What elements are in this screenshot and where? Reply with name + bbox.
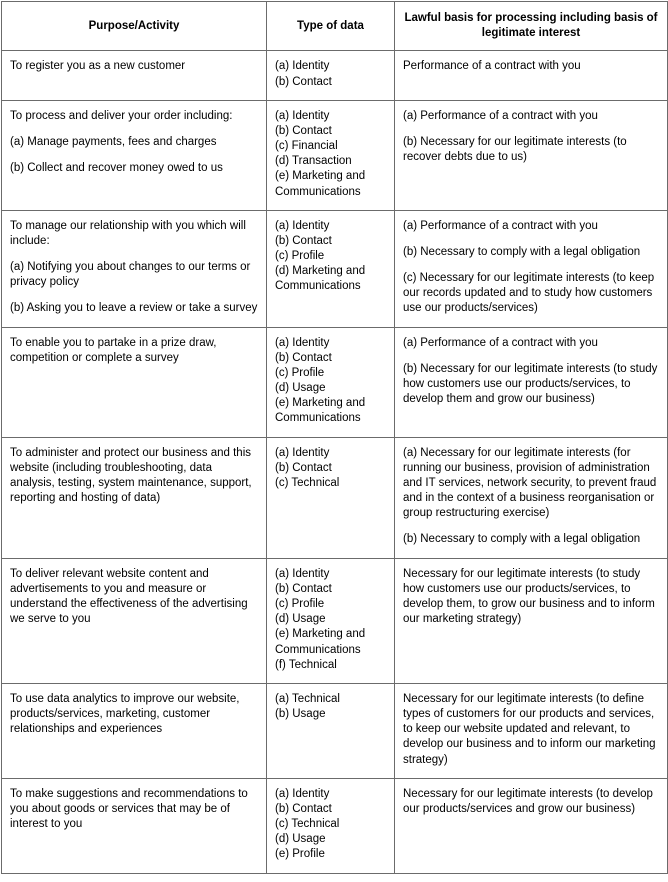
table-row (2, 210, 668, 327)
cell-type-of-data-line: (e) Profile (275, 848, 325, 861)
cell-purpose (2, 327, 267, 437)
cell-lawful-basis-line: (a) Performance of a contract with you (403, 336, 598, 349)
cell-lawful-basis-line: Necessary for our legitimate interests (to develop our products/services and grow our business) (403, 787, 653, 815)
cell-purpose (2, 683, 267, 778)
cell-purpose-line: To administer and protect our business and this website (including troubleshooting, data analysis, testing, system maintenance, support, reporting and hosting of data) (10, 446, 252, 505)
cell-type-of-data (267, 778, 395, 873)
cell-lawful-basis-line: (b) Necessary to comply with a legal obligation (403, 533, 641, 546)
cell-type-of-data-line: (f) Technical (275, 658, 337, 671)
cell-lawful-basis (395, 51, 668, 100)
cell-type-of-data-line: (c) Technical (275, 476, 340, 489)
table-row (2, 51, 668, 100)
cell-lawful-basis (395, 558, 668, 683)
table-header (2, 2, 668, 51)
purpose-activity-table (1, 1, 668, 874)
cell-lawful-basis (395, 327, 668, 437)
table-row (2, 437, 668, 558)
table-row (2, 100, 668, 210)
cell-type-of-data-line: (e) Marketing and Communications (275, 628, 366, 656)
cell-purpose-line: To use data analytics to improve our website, products/services, marketing, customer relationships and experiences (10, 692, 240, 736)
cell-type-of-data-line: (d) Usage (275, 613, 326, 626)
cell-purpose (2, 437, 267, 558)
table-row (2, 683, 668, 778)
cell-type-of-data-line: (d) Usage (275, 382, 326, 395)
table-row (2, 558, 668, 683)
cell-type-of-data-line: (a) Technical (275, 692, 340, 705)
cell-type-of-data-line: (d) Usage (275, 833, 326, 846)
cell-purpose (2, 778, 267, 873)
cell-lawful-basis-line: (a) Performance of a contract with you (403, 109, 598, 122)
cell-type-of-data-line: (c) Technical (275, 818, 340, 831)
table-row (2, 327, 668, 437)
cell-purpose (2, 558, 267, 683)
cell-type-of-data-line: (c) Profile (275, 597, 325, 610)
column-header-lawful-basis: Lawful basis for processing including basis of legitimate interest (395, 2, 668, 51)
cell-type-of-data-line: (d) Marketing and Communications (275, 265, 366, 293)
cell-lawful-basis-line: Necessary for our legitimate interests (to study how customers use our products/services, to develop them, to grow our business and to inform our marketing strategy) (403, 567, 655, 626)
column-header-type-of-data: Type of data (267, 2, 395, 51)
cell-purpose-line: To process and deliver your order including: (10, 109, 233, 122)
cell-lawful-basis (395, 437, 668, 558)
cell-type-of-data (267, 437, 395, 558)
cell-purpose-line: To enable you to partake in a prize draw, competition or complete a survey (10, 336, 217, 364)
cell-purpose-line: To make suggestions and recommendations to you about goods or services that may be of interest to you (10, 787, 248, 831)
table-row (2, 778, 668, 873)
cell-type-of-data-line: (b) Usage (275, 708, 326, 721)
cell-type-of-data-line: (b) Contact (275, 124, 332, 137)
cell-type-of-data-line: (a) Identity (275, 567, 330, 580)
cell-purpose-line: To manage our relationship with you which will include: (10, 219, 246, 247)
cell-type-of-data-line: (d) Transaction (275, 155, 352, 168)
cell-lawful-basis-line: Necessary for our legitimate interests (to define types of customers for our products and services, to keep our website updated and relevant, to develop our business and to inform our marketing strategy) (403, 692, 656, 766)
cell-type-of-data-line: (a) Identity (275, 60, 330, 73)
cell-type-of-data-line: (b) Contact (275, 351, 332, 364)
cell-type-of-data-line: (a) Identity (275, 109, 330, 122)
cell-type-of-data (267, 51, 395, 100)
cell-type-of-data-line: (c) Profile (275, 366, 325, 379)
cell-type-of-data-line: (b) Contact (275, 582, 332, 595)
cell-lawful-basis (395, 210, 668, 327)
cell-lawful-basis-line: (c) Necessary for our legitimate interests (to keep our records updated and to study how customers use our products/services) (403, 272, 655, 315)
cell-purpose-line: (a) Notifying you about changes to our terms or privacy policy (10, 261, 251, 289)
cell-type-of-data (267, 683, 395, 778)
cell-type-of-data (267, 100, 395, 210)
column-header-purpose: Purpose/Activity (2, 2, 267, 51)
cell-type-of-data (267, 327, 395, 437)
table-body (2, 51, 668, 873)
cell-lawful-basis-line: (b) Necessary to comply with a legal obligation (403, 245, 641, 258)
table-header-row (2, 2, 668, 51)
cell-lawful-basis (395, 100, 668, 210)
cell-type-of-data-line: (c) Profile (275, 250, 325, 263)
cell-type-of-data-line: (e) Marketing and Communications (275, 397, 366, 425)
cell-lawful-basis-line: (b) Necessary for our legitimate interests (to recover debts due to us) (403, 135, 627, 164)
cell-type-of-data-line: (b) Contact (275, 234, 332, 247)
cell-type-of-data-line: (c) Financial (275, 140, 338, 153)
document-page (0, 1, 668, 874)
cell-type-of-data (267, 210, 395, 327)
cell-purpose-line: (b) Collect and recover money owed to us (10, 162, 223, 175)
cell-purpose-line: (b) Asking you to leave a review or take a survey (10, 302, 258, 315)
cell-purpose-line: To register you as a new customer (10, 60, 186, 73)
cell-type-of-data-line: (b) Contact (275, 75, 332, 88)
cell-lawful-basis (395, 683, 668, 778)
cell-type-of-data (267, 558, 395, 683)
cell-lawful-basis-line: (a) Performance of a contract with you (403, 219, 598, 232)
cell-purpose (2, 100, 267, 210)
cell-type-of-data-line: (b) Contact (275, 802, 332, 815)
cell-purpose (2, 210, 267, 327)
cell-type-of-data-line: (a) Identity (275, 787, 330, 800)
cell-type-of-data-line: (a) Identity (275, 446, 330, 459)
cell-lawful-basis-line: (b) Necessary for our legitimate interests (to study how customers use our products/services, to develop them and grow our business) (403, 362, 658, 406)
cell-type-of-data-line: (b) Contact (275, 461, 332, 474)
cell-purpose-line: (a) Manage payments, fees and charges (10, 135, 217, 148)
cell-purpose-line: To deliver relevant website content and advertisements to you and measure or understand the effectiveness of the advertising we serve to you (10, 567, 248, 626)
cell-purpose (2, 51, 267, 100)
cell-type-of-data-line: (e) Marketing and Communications (275, 170, 366, 198)
cell-lawful-basis-line: (a) Necessary for our legitimate interests (for running our business, provision of administration and IT services, network security, to prevent fraud and in the context of a business reorganisation or group restructuring exercise) (403, 446, 657, 520)
cell-lawful-basis-line: Performance of a contract with you (403, 60, 581, 73)
cell-type-of-data-line: (a) Identity (275, 219, 330, 232)
cell-type-of-data-line: (a) Identity (275, 336, 330, 349)
cell-lawful-basis (395, 778, 668, 873)
